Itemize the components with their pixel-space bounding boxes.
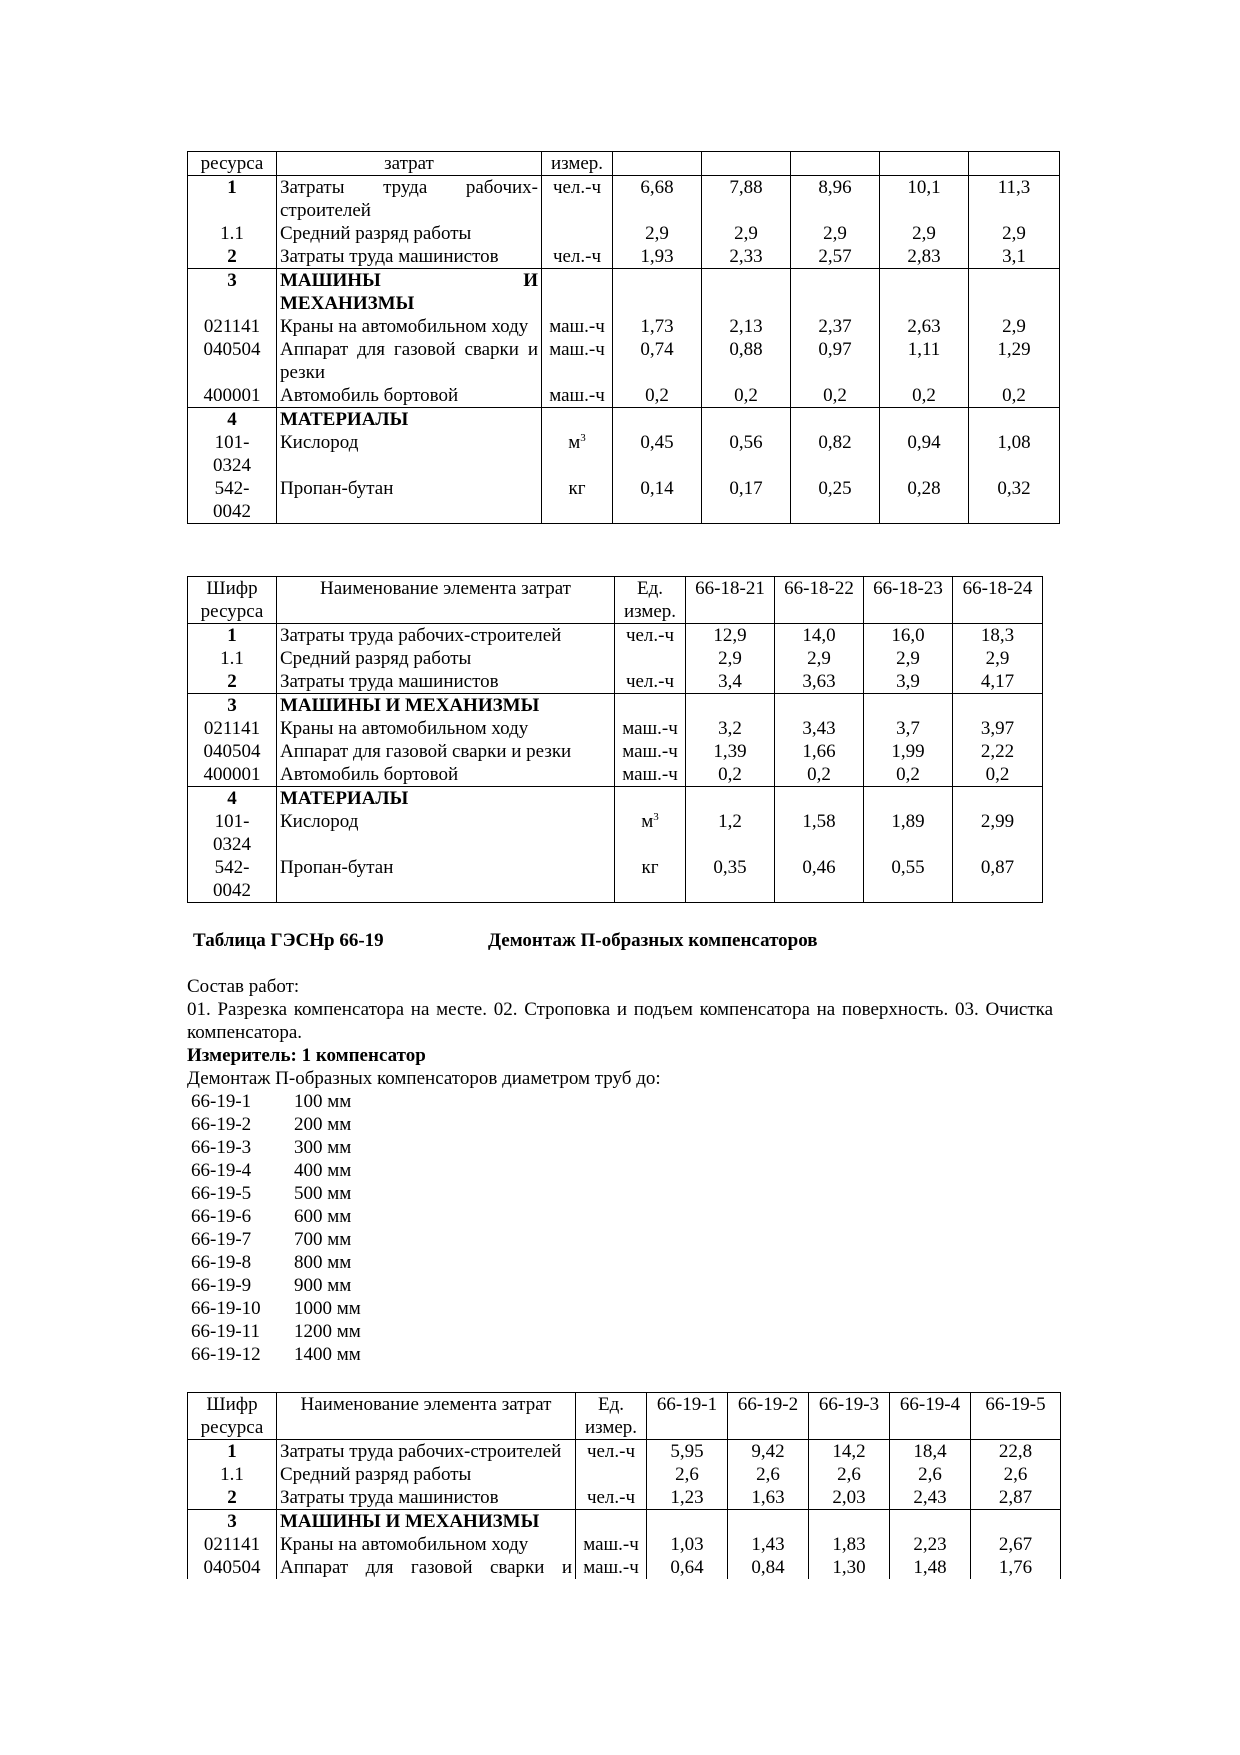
value-cell <box>809 1510 890 1534</box>
item-code: 66-19-11 <box>191 1321 260 1342</box>
item-size: 500 мм <box>294 1183 352 1204</box>
value-cell: 1,73 <box>613 315 702 338</box>
section-heading: МАШИНЫ И МЕХАНИЗМЫ <box>277 694 615 718</box>
table-row <box>188 670 1043 694</box>
value-cell: 0,94 <box>880 431 969 477</box>
value-cell: 1,23 <box>647 1486 728 1510</box>
value-cell: 2,03 <box>809 1486 890 1510</box>
item-size: 1400 мм <box>294 1344 361 1365</box>
value-cell: 1,08 <box>969 431 1060 477</box>
col-header: Наименование элемента затрат <box>277 1393 576 1440</box>
value-cell: 0,17 <box>702 477 791 524</box>
value-cell <box>971 1510 1061 1534</box>
value-cell <box>647 1510 728 1534</box>
value-cell: 10,1 <box>880 176 969 223</box>
resource-code: 1.1 <box>188 1463 277 1486</box>
cost-element-name: Затраты труда машинистов <box>277 1486 576 1510</box>
item-code: 66-19-4 <box>191 1160 252 1181</box>
col-header: Шифр ресурса <box>188 577 277 624</box>
table-row <box>188 269 1060 316</box>
cost-element-name: Краны на автомобильном ходу <box>277 315 542 338</box>
cost-element-name: Автомобиль бортовой <box>277 763 615 787</box>
item-size: 600 мм <box>294 1206 352 1227</box>
value-cell <box>775 694 864 718</box>
value-cell: 1,03 <box>647 1533 728 1556</box>
value-cell: 18,4 <box>890 1440 971 1464</box>
col-header: ресурса <box>188 152 277 176</box>
value-cell: 0,2 <box>953 763 1043 787</box>
unit: чел.-ч <box>576 1486 647 1510</box>
value-cell: 1,58 <box>775 810 864 856</box>
resource-code: 040504 <box>188 1556 277 1579</box>
resource-code: 400001 <box>188 384 277 408</box>
col-header: Ед. измер. <box>615 577 686 624</box>
resource-code: 1.1 <box>188 647 277 670</box>
value-cell: 0,32 <box>969 477 1060 524</box>
unit: маш.-ч <box>542 315 613 338</box>
table-row <box>188 1486 1061 1510</box>
value-cell: 22,8 <box>971 1440 1061 1464</box>
value-cell: 0,28 <box>880 477 969 524</box>
value-cell: 8,96 <box>791 176 880 223</box>
resource-code: 101-0324 <box>188 810 277 856</box>
table-row <box>188 477 1060 524</box>
unit: $м^3$ <box>615 810 686 856</box>
value-cell: 2,6 <box>728 1463 809 1486</box>
value-cell: 5,95 <box>647 1440 728 1464</box>
value-cell: 1,43 <box>728 1533 809 1556</box>
value-cell: 1,89 <box>864 810 953 856</box>
value-cell <box>613 269 702 316</box>
resource-code: 3 <box>188 1510 277 1534</box>
value-cell <box>969 269 1060 316</box>
value-cell: 4,17 <box>953 670 1043 694</box>
value-cell: 2,37 <box>791 315 880 338</box>
col-header: 66-19-4 <box>890 1393 971 1440</box>
value-cell: 3,97 <box>953 717 1043 740</box>
unit: $м^3$ <box>542 431 613 477</box>
value-cell <box>613 408 702 432</box>
value-cell <box>728 1510 809 1534</box>
value-cell: 3,63 <box>775 670 864 694</box>
col-header <box>969 152 1060 176</box>
diameter-list <box>187 1090 361 1366</box>
table-row <box>188 245 1060 269</box>
value-cell <box>775 787 864 811</box>
resource-code: 2 <box>188 1486 277 1510</box>
value-cell: 0,2 <box>702 384 791 408</box>
value-cell: 0,55 <box>864 856 953 903</box>
value-cell <box>864 694 953 718</box>
value-cell: 3,1 <box>969 245 1060 269</box>
value-cell <box>686 787 775 811</box>
value-cell: 0,25 <box>791 477 880 524</box>
section-heading: МАШИНЫ И МЕХАНИЗМЫ <box>277 269 542 316</box>
value-cell: 0,82 <box>791 431 880 477</box>
table-row <box>188 717 1043 740</box>
value-cell <box>686 694 775 718</box>
unit: маш.-ч <box>542 384 613 408</box>
item-size: 1200 мм <box>294 1321 361 1342</box>
value-cell: 1,83 <box>809 1533 890 1556</box>
value-cell: 2,9 <box>969 315 1060 338</box>
works-label: Состав работ: <box>187 976 300 997</box>
value-cell: 0,87 <box>953 856 1043 903</box>
unit: маш.-ч <box>615 740 686 763</box>
resource-code: 021141 <box>188 315 277 338</box>
resource-code: 400001 <box>188 763 277 787</box>
item-size: 900 мм <box>294 1275 352 1296</box>
works-text: 01. Разрезка компенсатора на месте. 02. Строповка и подъем компенсатора на поверхность. 03. Очистка компенсатора. <box>187 999 1053 1043</box>
cost-element-name: Затраты труда рабочих-строителей <box>277 176 542 223</box>
unit: чел.-ч <box>542 245 613 269</box>
value-cell: 0,2 <box>613 384 702 408</box>
table-row <box>188 338 1060 384</box>
cost-element-name: Аппарат для газовой сварки и резки <box>277 338 542 384</box>
value-cell: 2,9 <box>953 647 1043 670</box>
item-code: 66-19-5 <box>191 1183 252 1204</box>
item-size: 1000 мм <box>294 1298 361 1319</box>
table-row <box>188 856 1043 903</box>
col-header <box>791 152 880 176</box>
value-cell: 2,9 <box>791 222 880 245</box>
value-cell <box>953 787 1043 811</box>
resource-code: 1.1 <box>188 222 277 245</box>
list-item <box>187 1136 361 1159</box>
resource-code: 542-0042 <box>188 856 277 903</box>
value-cell: 3,2 <box>686 717 775 740</box>
cost-element-name: Кислород <box>277 431 542 477</box>
unit: кг <box>615 856 686 903</box>
resource-code: 101-0324 <box>188 431 277 477</box>
unit: чел.-ч <box>615 624 686 648</box>
resource-code: 542-0042 <box>188 477 277 524</box>
unit <box>542 222 613 245</box>
unit: маш.-ч <box>615 763 686 787</box>
cost-element-name: Средний разряд работы <box>277 647 615 670</box>
table-row <box>188 384 1060 408</box>
value-cell: 7,88 <box>702 176 791 223</box>
value-cell: 2,9 <box>775 647 864 670</box>
meter: Измеритель: 1 компенсатор <box>187 1045 426 1066</box>
table-row <box>188 1440 1061 1464</box>
item-size: 300 мм <box>294 1137 352 1158</box>
value-cell: 3,7 <box>864 717 953 740</box>
cost-element-name: Затраты труда рабочих-строителей <box>277 624 615 648</box>
cost-element-name: Аппарат для газовой сварки и <box>277 1556 576 1579</box>
value-cell: 2,99 <box>953 810 1043 856</box>
value-cell: 2,57 <box>791 245 880 269</box>
cost-element-name: Аппарат для газовой сварки и резки <box>277 740 615 763</box>
value-cell: 3,43 <box>775 717 864 740</box>
value-cell: 0,84 <box>728 1556 809 1579</box>
list-item <box>187 1159 361 1182</box>
value-cell <box>791 269 880 316</box>
cost-element-name: Средний разряд работы <box>277 1463 576 1486</box>
value-cell: 14,0 <box>775 624 864 648</box>
resource-table-66-18-cont <box>187 151 1060 524</box>
section-heading: МАТЕРИАЛЫ <box>277 408 542 432</box>
value-cell: 2,33 <box>702 245 791 269</box>
col-header: Шифр ресурса <box>188 1393 277 1440</box>
resource-code: 4 <box>188 408 277 432</box>
value-cell: 3,9 <box>864 670 953 694</box>
resource-table-66-18-21-24 <box>187 576 1043 903</box>
unit: чел.-ч <box>576 1440 647 1464</box>
value-cell <box>864 787 953 811</box>
resource-code: 021141 <box>188 1533 277 1556</box>
value-cell: 2,23 <box>890 1533 971 1556</box>
resource-table-66-19 <box>187 1392 1061 1579</box>
table-row <box>188 1556 1061 1579</box>
value-cell <box>890 1510 971 1534</box>
value-cell: 2,9 <box>969 222 1060 245</box>
item-code: 66-19-6 <box>191 1206 252 1227</box>
cost-element-name: Кислород <box>277 810 615 856</box>
unit <box>615 647 686 670</box>
value-cell: 1,66 <box>775 740 864 763</box>
col-header: измер. <box>542 152 613 176</box>
table-row <box>188 408 1060 432</box>
value-cell <box>953 694 1043 718</box>
value-cell: 2,6 <box>971 1463 1061 1486</box>
value-cell: 1,29 <box>969 338 1060 384</box>
value-cell: 0,88 <box>702 338 791 384</box>
resource-code: 3 <box>188 694 277 718</box>
value-cell: 1,99 <box>864 740 953 763</box>
table-row <box>188 222 1060 245</box>
value-cell: 0,97 <box>791 338 880 384</box>
col-header: 66-18-23 <box>864 577 953 624</box>
value-cell: 2,67 <box>971 1533 1061 1556</box>
unit: маш.-ч <box>542 338 613 384</box>
value-cell: 11,3 <box>969 176 1060 223</box>
item-code: 66-19-2 <box>191 1114 252 1135</box>
unit <box>576 1510 647 1534</box>
resource-code: 4 <box>188 787 277 811</box>
table-row <box>188 694 1043 718</box>
list-item <box>187 1113 361 1136</box>
value-cell: 1,2 <box>686 810 775 856</box>
col-header <box>613 152 702 176</box>
value-cell: 6,68 <box>613 176 702 223</box>
item-code: 66-19-3 <box>191 1137 252 1158</box>
table-row <box>188 763 1043 787</box>
cost-element-name: Пропан-бутан <box>277 856 615 903</box>
resource-code: 040504 <box>188 338 277 384</box>
item-size: 700 мм <box>294 1229 352 1250</box>
col-header: 66-18-22 <box>775 577 864 624</box>
list-item <box>187 1320 361 1343</box>
value-cell: 2,43 <box>890 1486 971 1510</box>
table-row <box>188 624 1043 648</box>
value-cell: 2,6 <box>890 1463 971 1486</box>
value-cell <box>880 408 969 432</box>
table-row <box>188 787 1043 811</box>
item-size: 800 мм <box>294 1252 352 1273</box>
value-cell: 0,2 <box>686 763 775 787</box>
cost-element-name: Затраты труда машинистов <box>277 670 615 694</box>
list-item <box>187 1182 361 1205</box>
list-item <box>187 1205 361 1228</box>
section-heading: МАТЕРИАЛЫ <box>277 787 615 811</box>
resource-code: 040504 <box>188 740 277 763</box>
value-cell: 0,64 <box>647 1556 728 1579</box>
item-code: 66-19-1 <box>191 1091 252 1112</box>
resource-code: 1 <box>188 1440 277 1464</box>
value-cell: 1,63 <box>728 1486 809 1510</box>
unit <box>576 1463 647 1486</box>
item-size: 200 мм <box>294 1114 352 1135</box>
value-cell: 12,9 <box>686 624 775 648</box>
unit <box>542 269 613 316</box>
value-cell: 0,2 <box>775 763 864 787</box>
value-cell: 0,2 <box>791 384 880 408</box>
value-cell: 0,45 <box>613 431 702 477</box>
value-cell <box>702 408 791 432</box>
table-header-row <box>188 577 1043 624</box>
value-cell: 1,11 <box>880 338 969 384</box>
value-cell: 2,6 <box>809 1463 890 1486</box>
intro-text: Демонтаж П-образных компенсаторов диаметром труб до: <box>187 1068 661 1089</box>
list-item <box>187 1343 361 1366</box>
unit: маш.-ч <box>615 717 686 740</box>
table-title: Демонтаж П-образных компенсаторов <box>488 930 818 951</box>
value-cell: 0,2 <box>864 763 953 787</box>
value-cell: 0,56 <box>702 431 791 477</box>
list-item <box>187 1297 361 1320</box>
unit: маш.-ч <box>576 1556 647 1579</box>
value-cell: 1,76 <box>971 1556 1061 1579</box>
list-item <box>187 1251 361 1274</box>
value-cell: 2,22 <box>953 740 1043 763</box>
cost-element-name: Затраты труда рабочих-строителей <box>277 1440 576 1464</box>
table-row <box>188 1533 1061 1556</box>
value-cell: 2,83 <box>880 245 969 269</box>
item-code: 66-19-12 <box>191 1344 261 1365</box>
value-cell: 0,2 <box>969 384 1060 408</box>
table-row <box>188 315 1060 338</box>
list-item <box>187 1274 361 1297</box>
value-cell: 2,13 <box>702 315 791 338</box>
cost-element-name: Пропан-бутан <box>277 477 542 524</box>
table-row <box>188 1463 1061 1486</box>
list-item <box>187 1228 361 1251</box>
table-row <box>188 647 1043 670</box>
value-cell: 1,48 <box>890 1556 971 1579</box>
value-cell <box>702 269 791 316</box>
col-header <box>880 152 969 176</box>
col-header: Ед. измер. <box>576 1393 647 1440</box>
col-header: затрат <box>277 152 542 176</box>
cost-element-name: Автомобиль бортовой <box>277 384 542 408</box>
table-row <box>188 176 1060 223</box>
unit: чел.-ч <box>542 176 613 223</box>
unit <box>615 694 686 718</box>
table-header-row <box>188 1393 1061 1440</box>
cost-element-name: Средний разряд работы <box>277 222 542 245</box>
value-cell: 18,3 <box>953 624 1043 648</box>
item-code: 66-19-9 <box>191 1275 252 1296</box>
value-cell: 2,63 <box>880 315 969 338</box>
unit <box>615 787 686 811</box>
section-heading: МАШИНЫ И МЕХАНИЗМЫ <box>277 1510 576 1534</box>
col-header: 66-19-2 <box>728 1393 809 1440</box>
item-size: 400 мм <box>294 1160 352 1181</box>
value-cell: 1,30 <box>809 1556 890 1579</box>
table-header-row <box>188 152 1060 176</box>
col-header: 66-18-24 <box>953 577 1043 624</box>
resource-code: 1 <box>188 176 277 223</box>
value-cell: 0,2 <box>880 384 969 408</box>
item-code: 66-19-8 <box>191 1252 252 1273</box>
col-header: 66-19-3 <box>809 1393 890 1440</box>
value-cell: 1,39 <box>686 740 775 763</box>
value-cell: 0,74 <box>613 338 702 384</box>
col-header: 66-18-21 <box>686 577 775 624</box>
cost-element-name: Краны на автомобильном ходу <box>277 1533 576 1556</box>
table-row <box>188 740 1043 763</box>
value-cell: 14,2 <box>809 1440 890 1464</box>
value-cell: 2,9 <box>702 222 791 245</box>
value-cell: 0,14 <box>613 477 702 524</box>
resource-code: 1 <box>188 624 277 648</box>
list-item <box>187 1090 361 1113</box>
value-cell: 2,9 <box>880 222 969 245</box>
value-cell: 2,9 <box>864 647 953 670</box>
value-cell: 0,46 <box>775 856 864 903</box>
col-header <box>702 152 791 176</box>
value-cell: 0,35 <box>686 856 775 903</box>
resource-code: 021141 <box>188 717 277 740</box>
value-cell: 9,42 <box>728 1440 809 1464</box>
cost-element-name: Краны на автомобильном ходу <box>277 717 615 740</box>
unit: маш.-ч <box>576 1533 647 1556</box>
table-label: Таблица ГЭСНр 66-19 <box>193 930 384 951</box>
col-header: 66-19-5 <box>971 1393 1061 1440</box>
value-cell <box>880 269 969 316</box>
resource-code: 2 <box>188 245 277 269</box>
item-size: 100 мм <box>294 1091 352 1112</box>
value-cell: 2,9 <box>613 222 702 245</box>
value-cell: 2,6 <box>647 1463 728 1486</box>
value-cell: 2,87 <box>971 1486 1061 1510</box>
table-row <box>188 1510 1061 1534</box>
value-cell <box>969 408 1060 432</box>
cost-element-name: Затраты труда машинистов <box>277 245 542 269</box>
resource-code: 3 <box>188 269 277 316</box>
resource-code: 2 <box>188 670 277 694</box>
table-row <box>188 810 1043 856</box>
col-header: 66-19-1 <box>647 1393 728 1440</box>
value-cell <box>791 408 880 432</box>
value-cell: 3,4 <box>686 670 775 694</box>
unit: чел.-ч <box>615 670 686 694</box>
item-code: 66-19-7 <box>191 1229 252 1250</box>
item-code: 66-19-10 <box>191 1298 261 1319</box>
value-cell: 16,0 <box>864 624 953 648</box>
col-header: Наименование элемента затрат <box>277 577 615 624</box>
unit <box>542 408 613 432</box>
table-row <box>188 431 1060 477</box>
unit: кг <box>542 477 613 524</box>
value-cell: 1,93 <box>613 245 702 269</box>
value-cell: 2,9 <box>686 647 775 670</box>
